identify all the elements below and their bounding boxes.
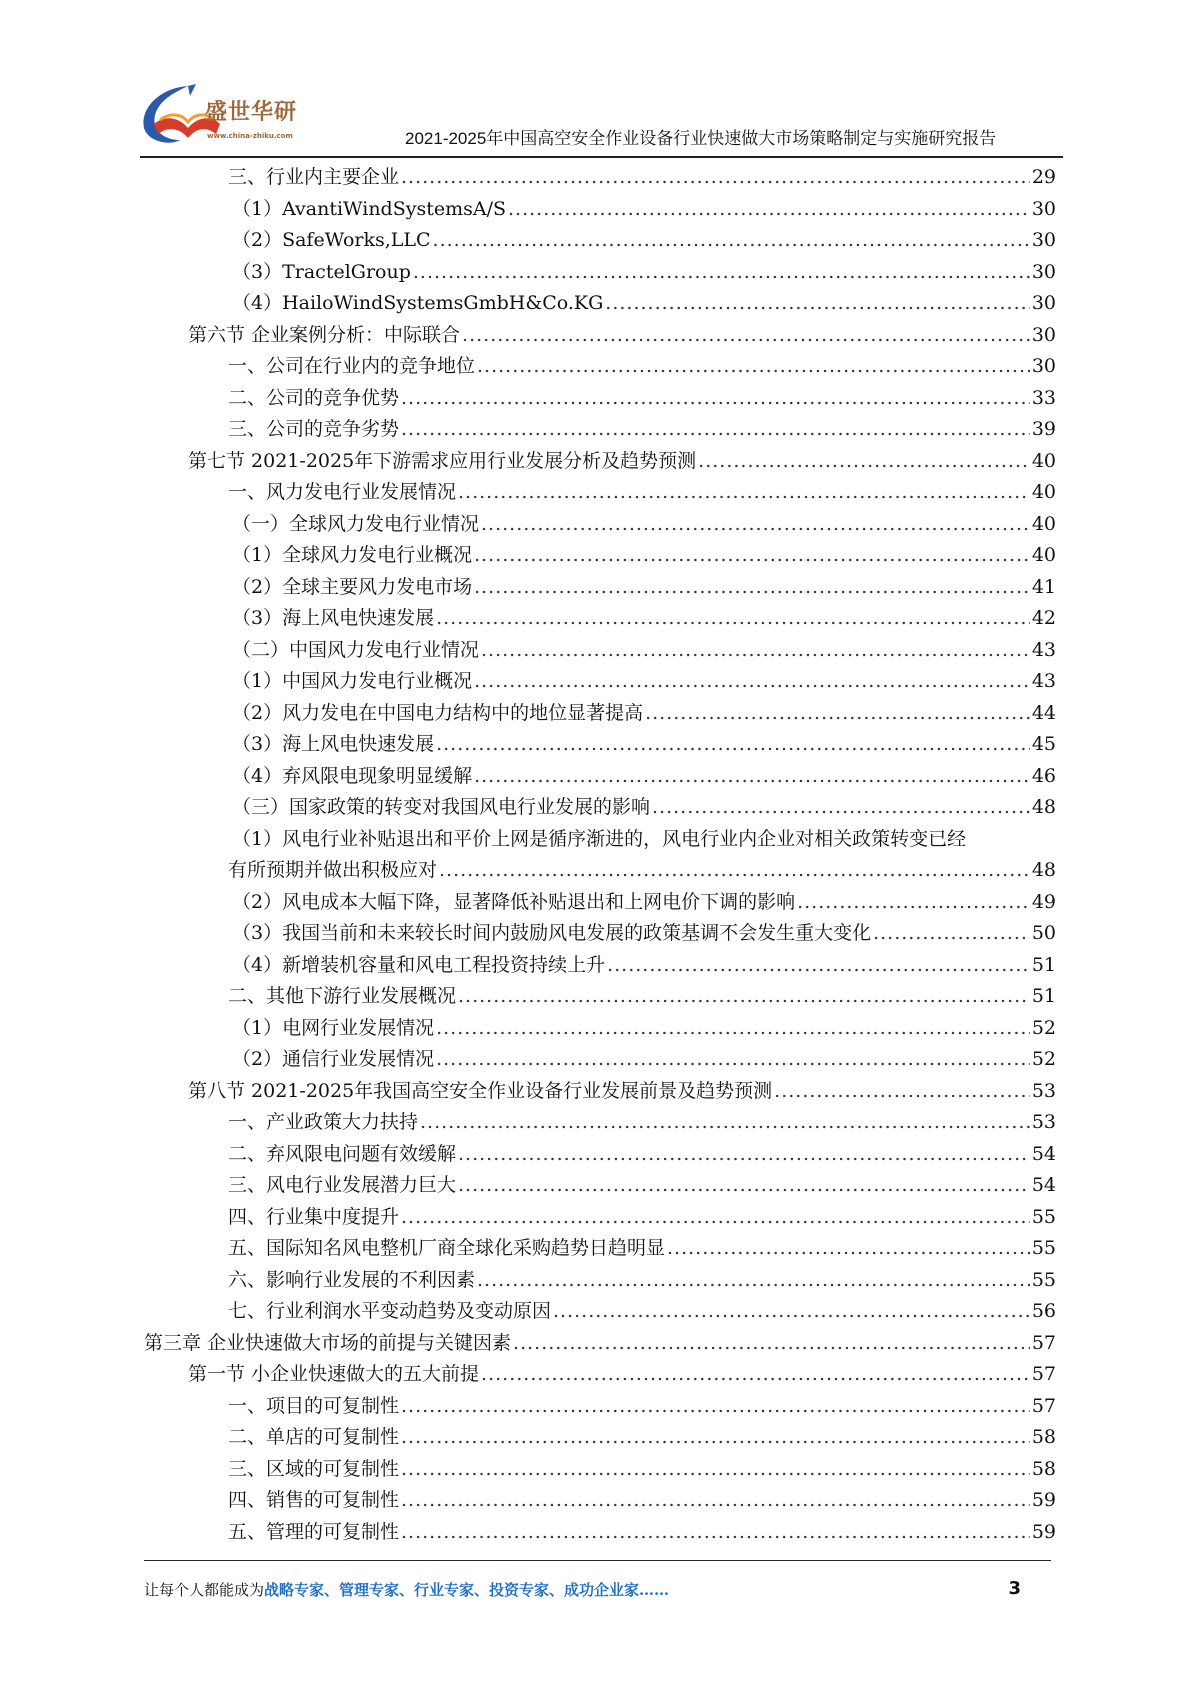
dot-leader <box>420 1107 1030 1139</box>
dot-leader <box>433 225 1030 257</box>
toc-entry-title: 三、风电行业发展潜力巨大 <box>228 1174 457 1196</box>
toc-entry-page: 30 <box>1031 229 1056 251</box>
toc-entry-page: 50 <box>1031 922 1056 944</box>
dot-leader <box>458 1170 1030 1202</box>
toc-entry-page: 40 <box>1031 512 1056 535</box>
dot-leader <box>477 351 1030 383</box>
toc-entry-title: 一、项目的可复制性 <box>228 1394 400 1417</box>
toc-entry-page: 49 <box>1031 890 1056 913</box>
toc-entry-page: 39 <box>1031 418 1056 440</box>
toc-entry-page: 30 <box>1031 355 1056 377</box>
toc-entry[interactable] <box>144 1170 1056 1202</box>
toc-entry-page: 41 <box>1031 575 1056 598</box>
toc-entry-page: 30 <box>1031 197 1056 220</box>
toc-entry-page: 30 <box>1031 323 1056 346</box>
toc-entry-title: 四、销售的可复制性 <box>228 1489 400 1511</box>
toc-entry-page: 55 <box>1031 1237 1056 1259</box>
toc-entry[interactable] <box>144 572 1056 604</box>
dot-leader <box>401 1202 1030 1234</box>
toc-entry-title: 三、区域的可复制性 <box>228 1457 400 1480</box>
footer-divider <box>144 1560 1051 1561</box>
toc-entry-page: 57 <box>1031 1394 1056 1417</box>
dot-leader <box>462 320 1030 352</box>
toc-entry-page: 58 <box>1031 1426 1056 1448</box>
toc-entry-page: 59 <box>1031 1520 1056 1543</box>
dot-leader <box>553 1296 1030 1328</box>
dot-leader <box>474 761 1030 793</box>
toc-entry[interactable] <box>144 1233 1056 1265</box>
toc-entry-title: （3）海上风电快速发展 <box>232 607 435 629</box>
page-number: 3 <box>1008 1578 1021 1599</box>
dot-leader <box>439 855 1030 887</box>
dot-leader <box>474 666 1030 698</box>
toc-entry[interactable] <box>144 1422 1056 1454</box>
toc-entry-page: 51 <box>1031 953 1056 976</box>
toc-entry-page: 51 <box>1031 985 1056 1007</box>
toc-entry[interactable] <box>144 887 1056 919</box>
toc-entry[interactable] <box>144 257 1056 289</box>
dot-leader <box>401 1422 1030 1454</box>
toc-entry[interactable] <box>144 666 1056 698</box>
toc-entry-title: 二、单店的可复制性 <box>228 1426 400 1448</box>
dot-leader <box>436 1044 1030 1076</box>
dot-leader <box>401 1517 1030 1549</box>
dot-leader <box>873 918 1030 950</box>
dot-leader <box>436 1013 1030 1045</box>
toc-entry-page: 55 <box>1031 1205 1056 1228</box>
toc-entry-page: 33 <box>1031 386 1056 409</box>
toc-entry-page: 53 <box>1031 1111 1056 1133</box>
toc-entry-page: 52 <box>1031 1016 1056 1039</box>
toc-entry-page: 43 <box>1031 670 1056 692</box>
toc-entry[interactable] <box>144 1359 1056 1391</box>
toc-entry[interactable] <box>144 1454 1056 1486</box>
toc-entry-title: 七、行业利润水平变动趋势及变动原因 <box>228 1300 552 1322</box>
toc-entry[interactable] <box>144 1485 1056 1517</box>
dot-leader <box>458 477 1030 509</box>
brand-url: www.china-zhiku.com <box>207 132 293 140</box>
dot-leader <box>474 540 1030 572</box>
toc-entry[interactable] <box>144 698 1056 730</box>
header-divider <box>140 156 1063 158</box>
dot-leader <box>401 383 1030 415</box>
toc-entry-page: 59 <box>1031 1489 1056 1511</box>
toc-entry[interactable] <box>144 1328 1056 1360</box>
toc-entry-title: （1）电网行业发展情况 <box>232 1016 435 1039</box>
dot-leader <box>774 1076 1030 1108</box>
toc-entry-title: （2）风电成本大幅下降，显著降低补贴退出和上网电价下调的影响 <box>232 890 796 913</box>
toc-entry-title: 一、公司在行业内的竞争地位 <box>228 355 476 377</box>
toc-entry-text-line[interactable]: （1）风电行业补贴退出和平价上网是循序渐进的，风电行业内企业对相关政策转变已经 <box>232 827 967 850</box>
dot-leader <box>401 1391 1030 1423</box>
toc-entry[interactable] <box>144 446 1056 478</box>
dot-leader <box>605 288 1030 320</box>
dot-leader <box>413 257 1030 289</box>
toc-entry[interactable] <box>144 414 1056 446</box>
dot-leader <box>474 572 1030 604</box>
toc-entry-page: 54 <box>1031 1174 1056 1196</box>
toc-entry-page: 40 <box>1031 481 1056 503</box>
toc-entry-page: 57 <box>1031 1331 1056 1354</box>
toc-entry-title: 有所预期并做出积极应对 <box>228 859 438 881</box>
toc-entry[interactable] <box>144 320 1056 352</box>
dot-leader <box>477 1265 1030 1297</box>
toc-entry-page: 48 <box>1031 796 1056 818</box>
toc-entry-title: （3）我国当前和未来较长时间内鼓励风电发展的政策基调不会发生重大变化 <box>232 922 872 944</box>
dot-leader <box>401 162 1030 194</box>
toc-entry-title: 二、弃风限电问题有效缓解 <box>228 1142 457 1165</box>
toc-entry[interactable] <box>144 288 1056 320</box>
toc-entry-title: （4）HailoWindSystemsGmbH&Co.KG <box>232 292 604 314</box>
dot-leader <box>508 194 1030 226</box>
toc-entry-title: （二）中国风力发电行业情况 <box>232 638 480 661</box>
toc-entry-page: 29 <box>1031 166 1056 188</box>
toc-entry[interactable] <box>144 1076 1056 1108</box>
toc-entry-page: 55 <box>1031 1268 1056 1291</box>
toc-entry-title: 第七节 2021-2025年下游需求应用行业发展分析及趋势预测 <box>188 449 697 472</box>
dot-leader <box>436 603 1030 635</box>
dot-leader <box>401 414 1030 446</box>
toc-entry-title: 三、公司的竞争劣势 <box>228 418 400 440</box>
dot-leader <box>667 1233 1030 1265</box>
dot-leader <box>652 792 1030 824</box>
toc-entry[interactable] <box>144 162 1056 194</box>
toc-entry[interactable] <box>144 383 1056 415</box>
toc-entry-title: （三）国家政策的转变对我国风电行业发展的影响 <box>232 796 651 818</box>
dot-leader <box>513 1328 1030 1360</box>
toc-entry-page: 30 <box>1031 260 1056 283</box>
toc-entry[interactable] <box>144 1296 1056 1328</box>
toc-entry-title: （一）全球风力发电行业情况 <box>232 512 480 535</box>
toc-entry-page: 40 <box>1031 449 1056 472</box>
toc-entry[interactable] <box>144 477 1056 509</box>
dot-leader <box>481 635 1030 667</box>
toc-entry-title: 第三章 企业快速做大市场的前提与关键因素 <box>144 1331 512 1354</box>
toc-entry[interactable] <box>144 540 1056 572</box>
toc-entry[interactable] <box>144 981 1056 1013</box>
toc-entry[interactable] <box>144 761 1056 793</box>
toc-entry-title: （1）中国风力发电行业概况 <box>232 670 473 692</box>
toc-entry[interactable] <box>144 918 1056 950</box>
footer-prefix: 让每个人都能成为 <box>144 1581 265 1599</box>
toc-entry-title: 二、其他下游行业发展概况 <box>228 985 457 1007</box>
toc-entry-page: 52 <box>1031 1048 1056 1070</box>
dot-leader <box>481 1359 1030 1391</box>
toc-entry-title: 五、国际知名风电整机厂商全球化采购趋势日趋明显 <box>228 1237 666 1259</box>
toc-entry[interactable] <box>144 351 1056 383</box>
footer-highlight: 战略专家、管理专家、行业专家、投资专家、成功企业家…… <box>264 1581 670 1599</box>
toc-entry[interactable] <box>144 225 1056 257</box>
toc-entry[interactable] <box>144 855 1056 887</box>
toc-entry-title: 一、产业政策大力扶持 <box>228 1111 419 1133</box>
toc-entry[interactable] <box>144 729 1056 761</box>
toc-entry-title: （4）新增装机容量和风电工程投资持续上升 <box>232 953 606 976</box>
toc-entry-page: 44 <box>1031 701 1056 724</box>
toc-entry-page: 43 <box>1031 638 1056 661</box>
toc-entry-title: 五、管理的可复制性 <box>228 1520 400 1543</box>
toc-entry-title: （3）TractelGroup <box>232 260 411 283</box>
toc-entry[interactable] <box>144 1517 1056 1549</box>
toc-entry[interactable] <box>144 792 1056 824</box>
toc-entry[interactable] <box>144 1139 1056 1171</box>
dot-leader <box>458 1139 1030 1171</box>
toc-entry-title: 六、影响行业发展的不利因素 <box>228 1268 476 1291</box>
toc-entry-title: （2）风力发电在中国电力结构中的地位显著提高 <box>232 701 644 724</box>
toc-entry[interactable] <box>144 950 1056 982</box>
dot-leader <box>481 509 1030 541</box>
toc-entry-title: 三、行业内主要企业 <box>228 166 400 188</box>
toc-entry-page: 48 <box>1031 859 1056 881</box>
toc-entry-page: 42 <box>1031 607 1056 629</box>
toc-entry[interactable] <box>144 1044 1056 1076</box>
dot-leader <box>645 698 1030 730</box>
toc-entry[interactable] <box>144 194 1056 226</box>
dot-leader <box>698 446 1030 478</box>
dot-leader <box>436 729 1030 761</box>
toc-entry-page: 46 <box>1031 764 1056 787</box>
toc-entry-title: 一、风力发电行业发展情况 <box>228 481 457 503</box>
toc-entry-title: （3）海上风电快速发展 <box>232 733 435 755</box>
toc-entry[interactable] <box>144 1391 1056 1423</box>
toc-entry-title: 四、行业集中度提升 <box>228 1205 400 1228</box>
dot-leader <box>607 950 1030 982</box>
toc-entry-page: 45 <box>1031 733 1056 755</box>
toc-entry-page: 54 <box>1031 1142 1056 1165</box>
toc-entry-title: （1）AvantiWindSystemsA/S <box>232 197 507 220</box>
toc-entry[interactable] <box>144 509 1056 541</box>
toc-entry-page: 57 <box>1031 1363 1056 1385</box>
toc-entry-page: 40 <box>1031 544 1056 566</box>
dot-leader <box>797 887 1030 919</box>
toc-entry-page: 30 <box>1031 292 1056 314</box>
toc-entry[interactable] <box>144 1013 1056 1045</box>
report-title: 2021-2025年中国高空安全作业设备行业快速做大市场策略制定与实施研究报告 <box>405 129 997 148</box>
toc-entry-page: 53 <box>1031 1079 1056 1102</box>
footer-slogan <box>144 1580 669 1600</box>
toc-entry[interactable] <box>144 635 1056 667</box>
toc-entry-title: （2）全球主要风力发电市场 <box>232 575 473 598</box>
toc-entry[interactable] <box>144 1265 1056 1297</box>
toc-entry[interactable] <box>144 1202 1056 1234</box>
dot-leader <box>401 1485 1030 1517</box>
toc-entry-title: 第八节 2021-2025年我国高空安全作业设备行业发展前景及趋势预测 <box>188 1079 773 1102</box>
toc-entry[interactable] <box>144 1107 1056 1139</box>
toc-entry-page: 58 <box>1031 1457 1056 1480</box>
dot-leader <box>458 981 1030 1013</box>
table-of-contents <box>144 162 1056 1548</box>
toc-entry-page: 56 <box>1031 1300 1056 1322</box>
dot-leader <box>401 1454 1030 1486</box>
toc-entry-title: 第六节 企业案例分析：中际联合 <box>188 323 461 346</box>
toc-entry-title: 二、公司的竞争优势 <box>228 386 400 409</box>
toc-entry-title: （2）SafeWorks,LLC <box>232 229 431 251</box>
toc-entry-title: （2）通信行业发展情况 <box>232 1048 435 1070</box>
toc-entry-title: （1）全球风力发电行业概况 <box>232 544 473 566</box>
brand-name: 盛世华研 <box>205 100 298 125</box>
toc-entry[interactable] <box>144 603 1056 635</box>
toc-entry-title: （4）弃风限电现象明显缓解 <box>232 764 473 787</box>
toc-entry-title: 第一节 小企业快速做大的五大前提 <box>188 1363 480 1385</box>
